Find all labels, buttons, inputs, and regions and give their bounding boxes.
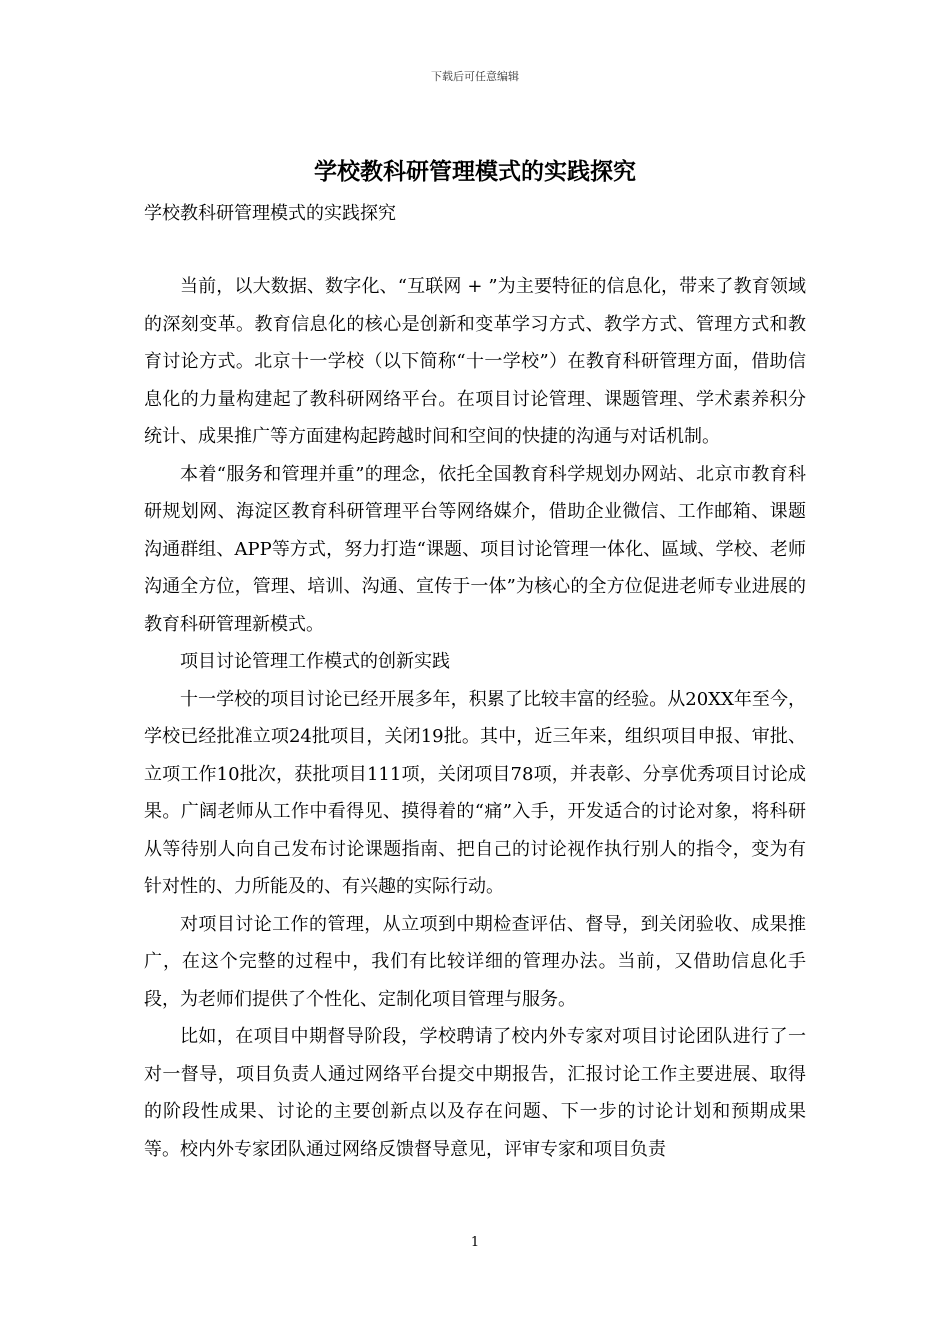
- page-header-note: 下载后可任意编辑: [431, 70, 519, 83]
- document-subtitle: 学校教科研管理模式的实践探究: [144, 203, 396, 224]
- paragraph-midterm-supervision: 比如，在项目中期督导阶段，学校聘请了校内外专家对项目讨论团队进行了一对一督导，项目负责人通过网络平台提交中期报告，汇报讨论工作主要进展、取得的阶段性成果、讨论的主要创新点以及存在问题、下一步的讨论计划和预期成果等。校内外专家团队通过网络反馈督导意见，评审专家和项目负责: [144, 1026, 806, 1160]
- section-heading: 项目讨论管理工作模式的创新实践: [180, 651, 450, 672]
- document-body: [144, 268, 806, 1168]
- document-title: 学校教科研管理模式的实践探究: [314, 158, 636, 185]
- paragraph-concept: 本着“服务和管理并重”的理念，依托全国教育科学规划办网站、北京市教育科研规划网、海淀区教育科研管理平台等网络媒介，借助企业微信、工作邮箱、课题沟通群组、APP等方式，努力打造“课题、项目讨论管理一体化、區域、学校、老师沟通全方位，管理、培训、沟通、宣传于一体”为核心的全方位促进老师专业进展的教育科研管理新模式。: [144, 463, 806, 635]
- paragraph-intro: 当前，以大数据、数字化、“互联网 + ”为主要特征的信息化，带来了教育领域的深刻变革。教育信息化的核心是创新和变革学习方式、教学方式、管理方式和教育讨论方式。北京十一学校（以下简称“十一学校”）在教育科研管理方面，借助信息化的力量构建起了教科研网络平台。在项目讨论管理、课题管理、学术素养积分统计、成果推广等方面建构起跨越时间和空间的快捷的沟通与对话机制。: [144, 276, 806, 447]
- paragraph-project-history: 十一学校的项目讨论已经开展多年，积累了比较丰富的经验。从20XX年至今，学校已经批准立项24批项目，关闭19批。其中，近三年来，组织项目申报、审批、立项工作10批次，获批项目111项，关闭项目78项，并表彰、分享优秀项目讨论成果。广阔老师从工作中看得见、摸得着的“痛”入手，开发适合的讨论对象，将科研从等待别人向自己发布讨论课题指南、把自己的讨论视作执行别人的指令，变为有针对性的、力所能及的、有兴趣的实际行动。: [144, 688, 806, 897]
- paragraph-project-management: 对项目讨论工作的管理，从立项到中期检查评估、督导，到关闭验收、成果推广，在这个完整的过程中，我们有比较详细的管理办法。当前，又借助信息化手段，为老师们提供了个性化、定制化项目管理与服务。: [144, 913, 806, 1010]
- page-number: 1: [470, 1235, 480, 1250]
